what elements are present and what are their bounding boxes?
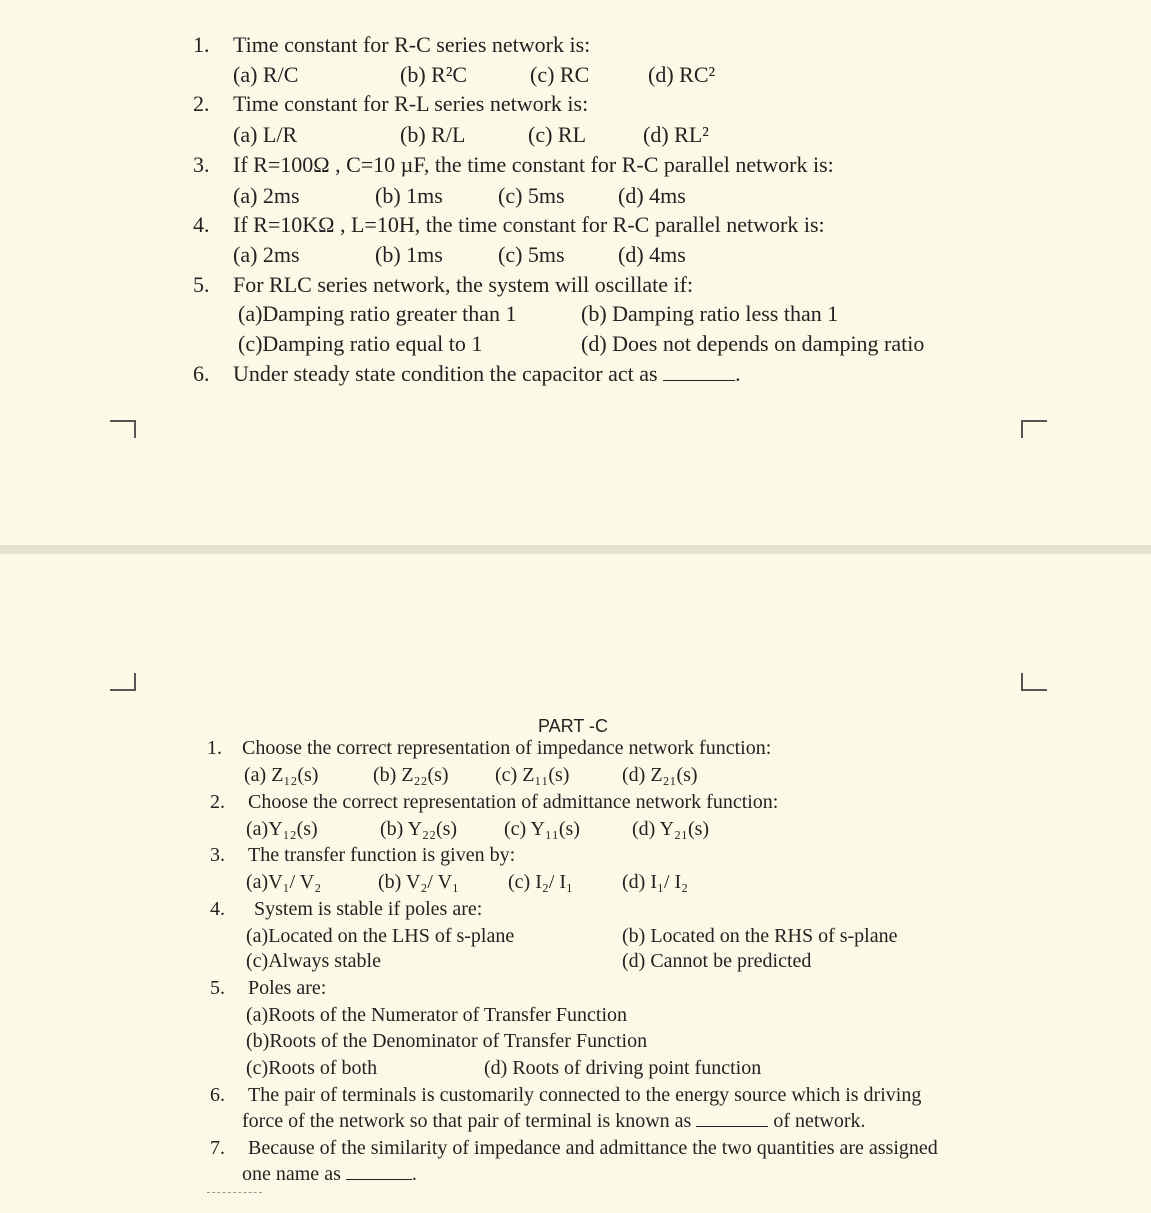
option-b: (b) Damping ratio less than 1 [581,301,839,326]
option-c: (c) RL [528,122,587,147]
question-number: 3. [210,844,225,866]
option-b: (b) R²C [400,62,468,87]
option-c: (c)Damping ratio equal to 1 [238,331,483,356]
crop-mark-icon [1021,673,1047,691]
option-d: (d) 4ms [618,183,686,208]
option-b: (b) Y₂₂(s) [380,818,458,840]
option-a: (a) L/R [233,122,298,147]
option-d: (d) Roots of driving point function [484,1057,762,1079]
option-a: (a) 2ms [233,183,300,208]
option-a: (a)Roots of the Numerator of Transfer Function [246,1004,628,1026]
question-number: 1. [207,737,222,759]
option-b: (b) Z₂₂(s) [373,764,449,786]
answer-blank [696,1125,768,1127]
question-number: 3. [193,152,210,177]
question-text-line2: force of the network so that pair of terminal is known as [242,1110,692,1132]
answer-blank [346,1178,412,1180]
option-a: (a)Y₁₂(s) [246,818,318,840]
option-c: (c) Y₁₁(s) [504,818,580,840]
option-c: (c) Z₁₁(s) [495,764,570,786]
question-text: The transfer function is given by: [248,844,516,866]
fill-in-question [242,1110,866,1133]
option-c: (c) 5ms [498,242,565,267]
option-d: (d) RL² [643,122,709,147]
question-text-line1: The pair of terminals is customarily connected to the energy source which is driving [248,1084,922,1106]
option-d: (d) Cannot be predicted [622,950,812,972]
question-number: 4. [193,212,210,237]
question-number: 5. [210,977,225,999]
option-d: (d) RC² [648,62,716,87]
option-a: (a)Damping ratio greater than 1 [238,301,517,326]
fill-in-question [233,361,741,387]
option-c: (c)Roots of both [246,1057,378,1079]
option-a: (a) Z₁₂(s) [244,764,319,786]
option-b: (b) 1ms [375,242,443,267]
question-number: 5. [193,272,210,297]
question-number: 4. [210,898,225,920]
page-footer-rule [207,1192,262,1193]
question-text-line2: one name as [242,1163,341,1185]
answer-blank [663,379,735,381]
question-text: For RLC series network, the system will oscillate if: [233,272,694,297]
question-number: 6. [210,1084,225,1106]
crop-mark-icon [110,420,136,438]
question-text: System is stable if poles are: [254,898,483,920]
option-c: (c) I₂/ I₁ [508,871,574,893]
question-number: 7. [210,1137,225,1159]
option-d: (d) I₁/ I₂ [622,871,689,893]
question-end: of network. [773,1110,866,1132]
question-text-line1: Because of the similarity of impedance and admittance the two quantities are assigned [248,1137,938,1159]
option-a: (a)Located on the LHS of s-plane [246,925,515,947]
option-b: (b) 1ms [375,183,443,208]
option-d: (d) Z₂₁(s) [622,764,698,786]
question-text: If R=100Ω , C=10 µF, the time constant for R-C parallel network is: [233,152,834,177]
section-heading: PART -C [538,716,609,736]
question-number: 2. [210,791,225,813]
option-d: (d) 4ms [618,242,686,267]
page-separator [0,545,1151,554]
question-number: 6. [193,361,210,386]
option-c: (c)Always stable [246,950,381,972]
fill-in-question [242,1163,417,1186]
question-number: 2. [193,91,210,116]
question-text: If R=10KΩ , L=10H, the time constant for R-C parallel network is: [233,212,825,237]
question-text: Time constant for R-C series network is: [233,32,591,57]
option-a: (a) 2ms [233,242,300,267]
option-a: (a) R/C [233,62,299,87]
option-b: (b) V₂/ V₁ [378,871,459,893]
question-text: Poles are: [248,977,327,999]
question-end: . [735,361,741,386]
option-d: (d) Y₂₁(s) [632,818,710,840]
question-number: 1. [193,32,210,57]
option-b: (b) R/L [400,122,466,147]
option-b: (b) Located on the RHS of s-plane [622,925,898,947]
question-text: Time constant for R-L series network is: [233,91,589,116]
question-text: Choose the correct representation of impedance network function: [242,737,772,759]
crop-mark-icon [110,673,136,691]
option-d: (d) Does not depends on damping ratio [581,331,925,356]
option-a: (a)V₁/ V₂ [246,871,322,893]
question-end: . [411,1163,417,1185]
option-b: (b)Roots of the Denominator of Transfer Function [246,1030,648,1052]
question-text: Under steady state condition the capacitor act as [233,361,658,386]
option-c: (c) 5ms [498,183,565,208]
option-c: (c) RC [530,62,590,87]
question-text: Choose the correct representation of admittance network function: [248,791,779,813]
crop-mark-icon [1021,420,1047,438]
